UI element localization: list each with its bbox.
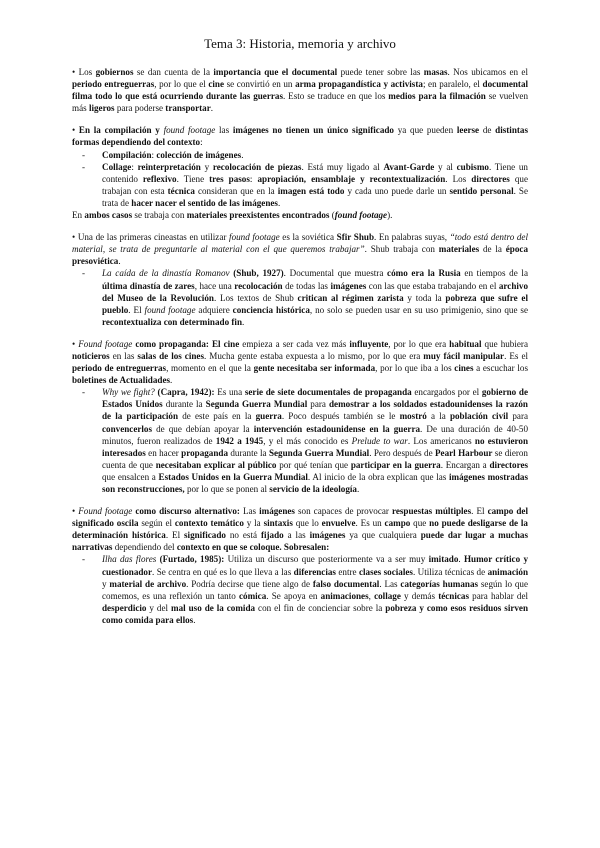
section-2 [72, 124, 528, 221]
list-item: - Why we fight? (Capra, 1942): Es una serie de siete documentales de propaganda encargados por el gobierno de Estados Unidos durante la Segunda Guerra Mundial para demostrar a los soldados estadounidenses la razón de la participación de este país en la guerra. Poco después también se le mostró a la población civil para convencerlos de que debían apoyar la intervención estadounidense en la guerra. De una duración de 40-50 minutos, fueron realizados de 1942 a 1945, y el más conocido es Prelude to war. Los americanos no estuvieron interesados en hacer propaganda durante la Segunda Guerra Mundial. Pero después de Pearl Harbour se dieron cuenta de que necesitaban explicar al público por qué tenían que participar en la guerra. Encargan a directores que ensalcen a Estados Unidos en la Guerra Mundial. Al inicio de la obra explican que las imágenes mostradas son reconstrucciones, por lo que se ponen al servicio de la ideología. [102, 386, 528, 495]
section-gap [72, 495, 528, 505]
section-4 [72, 338, 528, 495]
section-5 [72, 505, 528, 626]
paragraph: • En la compilación y found footage las imágenes no tienen un único significado ya que pueden leerse de distintas formas dependiendo del contexto: [72, 125, 528, 148]
dash-list [72, 386, 528, 495]
paragraph: • Found footage como propaganda: El cine empieza a ser cada vez más influyente, por lo que era habitual que hubiera noticieros en las salas de los cines. Mucha gente estaba expuesta a lo mismo, por lo que era muy fácil manipular. Es el periodo de entreguerras, momento en el que la gente necesitaba ser informada, por lo que iba a los cines a escuchar los boletines de Actualidades. [72, 338, 529, 386]
paragraph: • Una de las primeras cineastas en utilizar found footage es la soviética Sfir Shub. En palabras suyas, “todo está dentro del material, se trata de preguntarle al material con el que queremos trabajar”. Shub trabaja con materiales de la época presoviética. [72, 232, 528, 267]
section-gap [72, 328, 528, 338]
document-body [72, 66, 528, 626]
list-item: - Collage: reinterpretación y recolocación de piezas. Está muy ligado al Avant-Garde y al cubismo. Tiene un contenido reflexivo. Tiene tres pasos: apropiación, ensamblaje y recontextualización. Los directores que trabajan con esta técnica consideran que en la imagen está todo y cada uno puede darle un sentido personal. Se trata de hacer nacer el sentido de las imágenes. [102, 161, 528, 209]
dash-list [72, 267, 528, 327]
list-item: - Ilha das flores (Furtado, 1985): Utiliza un discurso que posteriormente va a ser muy imitado. Humor crítico y cuestionador. Se centra en qué es lo que lleva a las diferencias entre clases sociales. Utiliza técnicas de animación y material de archivo. Podría decirse que tiene algo de falso documental. Las categorías humanas según lo que comemos, es una reflexión un tanto cómica. Se apoya en animaciones, collage y demás técnicas para hablar del desperdicio y del mal uso de la comida con el fin de concienciar sobre la pobreza y como esos residuos sirven como comida para ellos. [102, 553, 528, 626]
section-gap [72, 221, 528, 231]
list-item: - Compilación: colección de imágenes. [102, 149, 528, 161]
paragraph: • Los gobiernos se dan cuenta de la importancia que el documental puede tener sobre las masas. Nos ubicamos en el periodo entreguerras, por lo que el cine se convirtió en un arma propagandística y activista; en paralelo, el documental filma todo lo que está ocurriendo durante las guerras. Esto se traduce en que los medios para la filmación se vuelven más ligeros para poderse transportar. [72, 67, 529, 114]
paragraph: • Found footage como discurso alternativo: Las imágenes son capaces de provocar respuestas múltiples. El campo del significado oscila según el contexto temático y la sintaxis que lo envuelve. Es un campo que no puede desligarse de la determinación histórica. El significado no está fijado a las imágenes ya que cualquiera puede dar lugar a muchas narrativas dependiendo del contexto en que se coloque. Sobresalen: [72, 506, 528, 553]
section-gap [72, 114, 528, 124]
list-item: - La caída de la dinastía Romanov (Shub, 1927). Documental que muestra cómo era la Rusia en tiempos de la última dinastía de zares, hace una recolocación de todas las imágenes con las que estaba trabajando en el archivo del Museo de la Revolución. Los textos de Shub critican al régimen zarista y toda la pobreza que sufre el pueblo. El found footage adquiere conciencia histórica, no solo se pueden usar en su uso primigenio, sino que se recontextualiza con determinado fin. [102, 267, 528, 327]
paragraph: En ambos casos se trabaja con materiales preexistentes encontrados (found footage). [72, 210, 393, 221]
section-1 [72, 66, 528, 114]
dash-list [72, 553, 528, 626]
page-title: Tema 3: Historia, memoria y archivo [204, 36, 396, 51]
dash-list [72, 149, 528, 209]
section-3 [72, 231, 528, 328]
